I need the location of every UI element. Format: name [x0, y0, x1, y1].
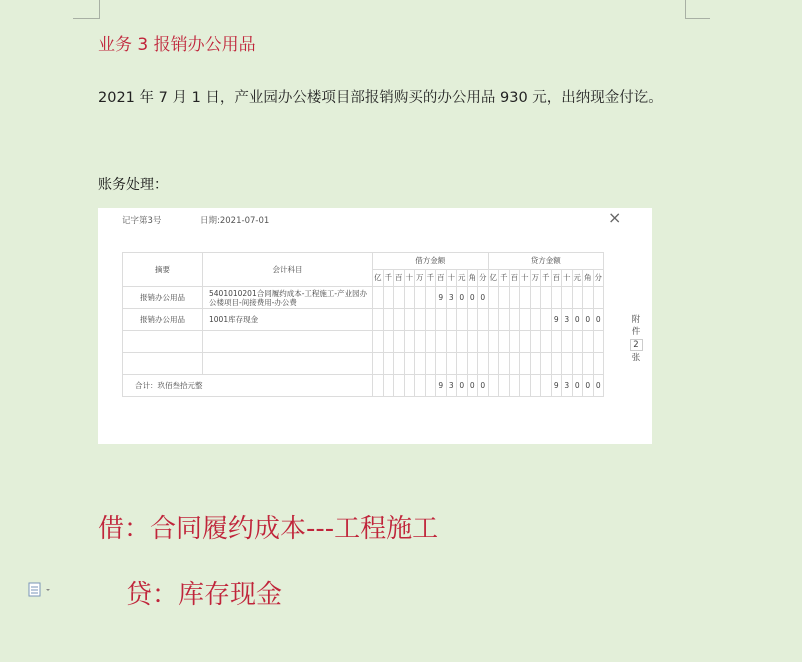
- credit-digit: [530, 287, 541, 309]
- attachment-label-3: 张: [631, 353, 641, 363]
- page-corner-top-right: [685, 0, 710, 19]
- debit-digit: [404, 309, 415, 331]
- row-subject: 1001库存现金: [203, 309, 373, 331]
- debit-digit: 9: [436, 287, 447, 309]
- credit-digit: [509, 353, 520, 375]
- debit-digit: [373, 287, 384, 309]
- header-debit: 借方金额: [373, 253, 489, 270]
- debit-entry: 借：合同履约成本---工程施工: [98, 514, 439, 544]
- total-debit-digit: 0: [457, 375, 468, 397]
- credit-digit: [499, 331, 510, 353]
- debit-digit: [373, 331, 384, 353]
- credit-digit: [520, 353, 531, 375]
- debit-digit: [446, 353, 457, 375]
- voucher-date: 日期:2021-07-01: [200, 216, 270, 226]
- header-subject: 会计科目: [203, 253, 373, 287]
- row-summary: [123, 331, 203, 353]
- debit-digit: [425, 309, 436, 331]
- row-subject: [203, 353, 373, 375]
- debit-digit-header: 元: [457, 270, 468, 287]
- debit-digit-header: 百: [394, 270, 405, 287]
- debit-digit: [436, 331, 447, 353]
- voucher-row: [123, 353, 604, 375]
- credit-digit: [509, 331, 520, 353]
- credit-digit: [541, 309, 552, 331]
- debit-digit: [478, 331, 489, 353]
- total-credit-digit: [541, 375, 552, 397]
- credit-digit-header: 元: [572, 270, 583, 287]
- debit-digit-header: 千: [383, 270, 394, 287]
- row-summary: 报销办公用品: [123, 287, 203, 309]
- attachment-label-2: 件: [631, 327, 641, 337]
- header-summary: 摘要: [123, 253, 203, 287]
- document-icon[interactable]: [28, 582, 56, 602]
- voucher-row: [123, 287, 604, 309]
- debit-digit: 0: [467, 287, 478, 309]
- debit-digit: [383, 331, 394, 353]
- credit-digit: [572, 353, 583, 375]
- debit-digit: [394, 353, 405, 375]
- credit-digit-header: 亿: [488, 270, 499, 287]
- business-description: 2021 年 7 月 1 日，产业园办公楼项目部报销购买的办公用品 930 元，出纳现金付讫。: [98, 90, 663, 106]
- row-subject: [203, 331, 373, 353]
- credit-digit: [562, 287, 573, 309]
- credit-digit: [488, 331, 499, 353]
- debit-digit-header: 角: [467, 270, 478, 287]
- debit-digit: [467, 309, 478, 331]
- debit-digit: [467, 331, 478, 353]
- debit-digit: [373, 309, 384, 331]
- credit-digit: [593, 353, 604, 375]
- debit-digit: 3: [446, 287, 457, 309]
- credit-digit: 0: [583, 309, 594, 331]
- credit-digit: [541, 287, 552, 309]
- total-debit-digit: [415, 375, 426, 397]
- debit-digit: [446, 309, 457, 331]
- debit-digit: [425, 331, 436, 353]
- credit-digit: [541, 353, 552, 375]
- row-subject: 5401010201合同履约成本-工程施工-产业园办公楼项目-间接费用-办公费: [203, 287, 373, 309]
- debit-digit: [373, 353, 384, 375]
- row-summary: 报销办公用品: [123, 309, 203, 331]
- credit-digit: [583, 331, 594, 353]
- total-credit-digit: [509, 375, 520, 397]
- header-credit: 贷方金额: [488, 253, 604, 270]
- credit-digit: [562, 331, 573, 353]
- total-debit-digit: 3: [446, 375, 457, 397]
- credit-digit: [583, 353, 594, 375]
- total-debit-digit: [373, 375, 384, 397]
- debit-digit: [436, 353, 447, 375]
- credit-digit-header: 分: [593, 270, 604, 287]
- credit-digit-header: 十: [520, 270, 531, 287]
- credit-digit: [530, 309, 541, 331]
- total-credit-digit: 0: [593, 375, 604, 397]
- credit-digit: [562, 353, 573, 375]
- voucher-row: [123, 309, 604, 331]
- voucher-number: 记字第3号: [122, 216, 162, 226]
- debit-digit: [415, 353, 426, 375]
- credit-digit: [551, 353, 562, 375]
- attachment-number: 2: [630, 339, 643, 351]
- debit-digit: 0: [478, 287, 489, 309]
- credit-digit: 3: [562, 309, 573, 331]
- credit-digit: [583, 287, 594, 309]
- debit-digit: [415, 331, 426, 353]
- credit-digit: 9: [551, 309, 562, 331]
- total-credit-digit: [488, 375, 499, 397]
- voucher-total-row: [123, 375, 604, 397]
- debit-digit-header: 万: [415, 270, 426, 287]
- close-icon[interactable]: ×: [608, 208, 622, 227]
- voucher-image: [98, 208, 652, 444]
- total-debit-digit: [425, 375, 436, 397]
- debit-digit: [425, 353, 436, 375]
- debit-digit: [404, 287, 415, 309]
- credit-digit: [509, 287, 520, 309]
- debit-digit: [457, 309, 468, 331]
- debit-digit: [478, 353, 489, 375]
- credit-digit: [499, 353, 510, 375]
- debit-digit-header: 十: [446, 270, 457, 287]
- debit-digit: [404, 353, 415, 375]
- page-corner-top-left: [73, 0, 100, 19]
- credit-digit-header: 万: [530, 270, 541, 287]
- total-debit-digit: 0: [467, 375, 478, 397]
- row-summary: [123, 353, 203, 375]
- credit-digit-header: 千: [541, 270, 552, 287]
- credit-entry: 贷：库存现金: [126, 580, 283, 610]
- total-credit-digit: [520, 375, 531, 397]
- credit-digit-header: 十: [562, 270, 573, 287]
- total-debit-digit: [394, 375, 405, 397]
- debit-digit-header: 亿: [373, 270, 384, 287]
- debit-digit: [457, 353, 468, 375]
- total-debit-digit: [383, 375, 394, 397]
- debit-digit: [478, 309, 489, 331]
- total-label: 合计：玖佰叁拾元整: [123, 375, 373, 397]
- debit-digit: [394, 287, 405, 309]
- attachment-label-1: 附: [631, 315, 641, 325]
- debit-digit: [436, 309, 447, 331]
- debit-digit: [404, 331, 415, 353]
- credit-digit: [488, 309, 499, 331]
- debit-digit: 0: [457, 287, 468, 309]
- credit-digit: [499, 309, 510, 331]
- business-heading: 业务 3 报销办公用品: [98, 35, 256, 55]
- total-credit-digit: 0: [583, 375, 594, 397]
- attachment-count: [628, 314, 644, 364]
- debit-digit: [383, 287, 394, 309]
- credit-digit-header: 百: [551, 270, 562, 287]
- accounting-label: 账务处理：: [98, 177, 168, 193]
- total-debit-digit: [404, 375, 415, 397]
- debit-digit-header: 千: [425, 270, 436, 287]
- debit-digit-header: 十: [404, 270, 415, 287]
- credit-digit: [530, 353, 541, 375]
- debit-digit: [394, 309, 405, 331]
- total-debit-digit: 9: [436, 375, 447, 397]
- credit-digit: [488, 353, 499, 375]
- voucher-table: [122, 252, 604, 397]
- debit-digit: [383, 309, 394, 331]
- debit-digit: [394, 331, 405, 353]
- credit-digit: [593, 287, 604, 309]
- debit-digit: [415, 309, 426, 331]
- debit-digit: [446, 331, 457, 353]
- credit-digit: [509, 309, 520, 331]
- total-credit-digit: [499, 375, 510, 397]
- credit-digit: [530, 331, 541, 353]
- credit-digit: 0: [572, 309, 583, 331]
- total-credit-digit: 9: [551, 375, 562, 397]
- credit-digit: [520, 309, 531, 331]
- credit-digit-header: 角: [583, 270, 594, 287]
- total-credit-digit: [530, 375, 541, 397]
- credit-digit-header: 千: [499, 270, 510, 287]
- credit-digit: [551, 331, 562, 353]
- voucher-row: [123, 331, 604, 353]
- total-credit-digit: 3: [562, 375, 573, 397]
- credit-digit: [593, 331, 604, 353]
- credit-digit: [541, 331, 552, 353]
- credit-digit: [551, 287, 562, 309]
- debit-digit-header: 百: [436, 270, 447, 287]
- debit-digit: [425, 287, 436, 309]
- debit-digit: [415, 287, 426, 309]
- credit-digit: [499, 287, 510, 309]
- total-credit-digit: 0: [572, 375, 583, 397]
- debit-digit: [467, 353, 478, 375]
- credit-digit-header: 百: [509, 270, 520, 287]
- credit-digit: [488, 287, 499, 309]
- debit-digit-header: 分: [478, 270, 489, 287]
- credit-digit: [520, 287, 531, 309]
- credit-digit: [572, 287, 583, 309]
- debit-digit: [457, 331, 468, 353]
- credit-digit: [520, 331, 531, 353]
- credit-digit: 0: [593, 309, 604, 331]
- total-debit-digit: 0: [478, 375, 489, 397]
- credit-digit: [572, 331, 583, 353]
- debit-digit: [383, 353, 394, 375]
